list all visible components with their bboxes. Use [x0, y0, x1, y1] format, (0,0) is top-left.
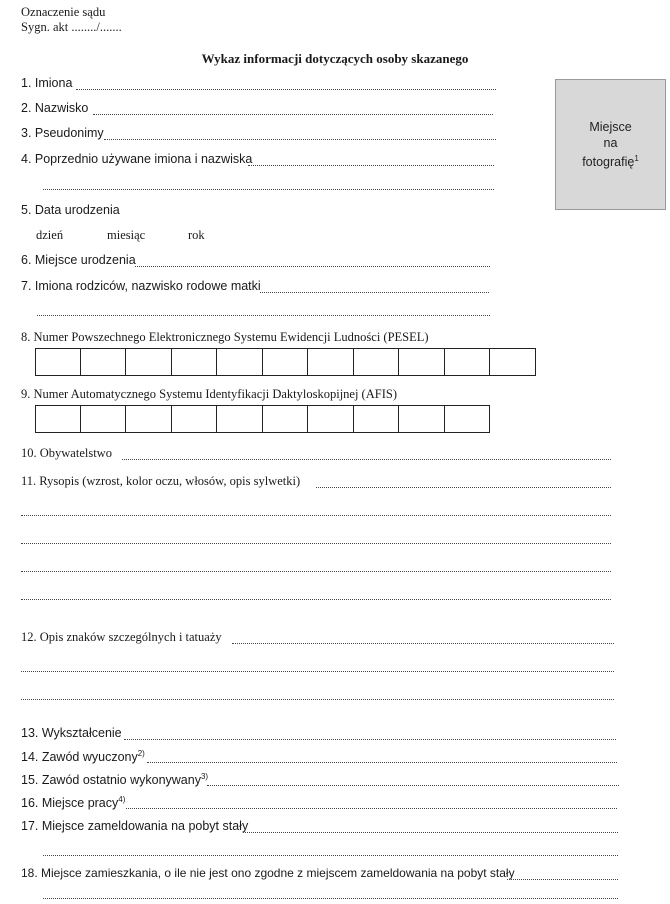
field-16-label: 16. Miejsce pracy$^{4)}$: [21, 795, 126, 811]
field-11-line-2[interactable]: [21, 515, 611, 516]
pesel-grid: [35, 348, 536, 376]
pesel-digit-cell[interactable]: [35, 348, 81, 376]
field-2-label: 2. Nazwisko: [21, 101, 89, 115]
field-11-label: 11. Rysopis (wzrost, kolor oczu, włosów, opis sylwetki): [21, 474, 301, 488]
field-1-line[interactable]: [76, 89, 496, 90]
field-7-label: 7. Imiona rodziców, nazwisko rodowe matki: [21, 279, 261, 293]
photo-placeholder[interactable]: [555, 79, 666, 210]
field-16-line[interactable]: [126, 808, 617, 809]
field-6-line[interactable]: [135, 266, 490, 267]
field-11-line-4[interactable]: [21, 571, 611, 572]
field-3-label: 3. Pseudonimy: [21, 126, 104, 140]
field-17-label: 17. Miejsce zameldowania na pobyt stały: [21, 819, 249, 833]
field-9-label: 9. Numer Automatycznego Systemu Identyfikacji Daktyloskopijnej (AFIS): [21, 387, 397, 401]
field-11-line-3[interactable]: [21, 543, 611, 544]
field-18-line-2[interactable]: [43, 898, 618, 899]
afis-digit-cell[interactable]: [263, 405, 309, 433]
field-13-line[interactable]: [124, 739, 616, 740]
pesel-digit-cell[interactable]: [81, 348, 127, 376]
field-11-line-5[interactable]: [21, 599, 611, 600]
field-3-line[interactable]: [104, 139, 496, 140]
case-number: Sygn. akt ......../.......: [21, 20, 122, 34]
afis-digit-cell[interactable]: [35, 405, 81, 433]
birth-month-label: miesiąc: [107, 228, 146, 242]
afis-digit-cell[interactable]: [172, 405, 218, 433]
field-5-label: 5. Data urodzenia: [21, 203, 120, 217]
pesel-digit-cell[interactable]: [354, 348, 400, 376]
field-10-label: 10. Obywatelstwo: [21, 446, 112, 460]
field-12-line[interactable]: [232, 643, 614, 644]
afis-grid: [35, 405, 490, 433]
afis-digit-cell[interactable]: [81, 405, 127, 433]
field-14-label: 14. Zawód wyuczony$^{2)}$: [21, 749, 145, 765]
field-12-label: 12. Opis znaków szczególnych i tatuaży: [21, 630, 222, 644]
field-4-line-2[interactable]: [43, 189, 494, 190]
photo-label-1: Miejsce: [589, 119, 632, 134]
field-4-line[interactable]: [248, 165, 494, 166]
field-6-label: 6. Miejsce urodzenia: [21, 253, 136, 267]
photo-label-2: na: [603, 135, 618, 150]
pesel-digit-cell[interactable]: [217, 348, 263, 376]
birth-year-label: rok: [188, 228, 205, 242]
afis-digit-cell[interactable]: [217, 405, 263, 433]
pesel-digit-cell[interactable]: [172, 348, 218, 376]
field-14-line[interactable]: [147, 762, 617, 763]
field-13-label: 13. Wykształcenie: [21, 726, 122, 740]
form-title: Wykaz informacji dotyczących osoby skazanego: [201, 51, 469, 66]
pesel-digit-cell[interactable]: [399, 348, 445, 376]
field-1-label: 1. Imiona: [21, 76, 73, 90]
afis-digit-cell[interactable]: [445, 405, 491, 433]
court-designation: Oznaczenie sądu: [21, 5, 106, 19]
field-10-line[interactable]: [122, 459, 611, 460]
field-15-line[interactable]: [207, 785, 619, 786]
pesel-digit-cell[interactable]: [445, 348, 491, 376]
pesel-digit-cell[interactable]: [308, 348, 354, 376]
field-17-line[interactable]: [243, 832, 618, 833]
field-17-line-2[interactable]: [43, 855, 618, 856]
pesel-digit-cell[interactable]: [490, 348, 536, 376]
pesel-digit-cell[interactable]: [126, 348, 172, 376]
afis-digit-cell[interactable]: [126, 405, 172, 433]
field-7-line-2[interactable]: [37, 315, 490, 316]
field-4-label: 4. Poprzednio używane imiona i nazwiska: [21, 152, 253, 166]
field-12-line-3[interactable]: [21, 699, 614, 700]
photo-label-3: fotografię$^1$: [582, 153, 639, 170]
afis-digit-cell[interactable]: [399, 405, 445, 433]
afis-digit-cell[interactable]: [308, 405, 354, 433]
field-18-label: 18. Miejsce zamieszkania, o ile nie jest ono zgodne z miejscem zameldowania na pobyt stały: [21, 866, 515, 880]
field-18-line[interactable]: [507, 879, 618, 880]
field-12-line-2[interactable]: [21, 671, 614, 672]
birth-day-label: dzień: [36, 228, 64, 242]
afis-digit-cell[interactable]: [354, 405, 400, 433]
field-2-line[interactable]: [93, 114, 493, 115]
field-11-line[interactable]: [316, 487, 611, 488]
field-15-label: 15. Zawód ostatnio wykonywany$^{3)}$: [21, 772, 209, 788]
pesel-digit-cell[interactable]: [263, 348, 309, 376]
field-8-label: 8. Numer Powszechnego Elektronicznego Systemu Ewidencji Ludności (PESEL): [21, 330, 429, 344]
field-7-line[interactable]: [260, 292, 489, 293]
